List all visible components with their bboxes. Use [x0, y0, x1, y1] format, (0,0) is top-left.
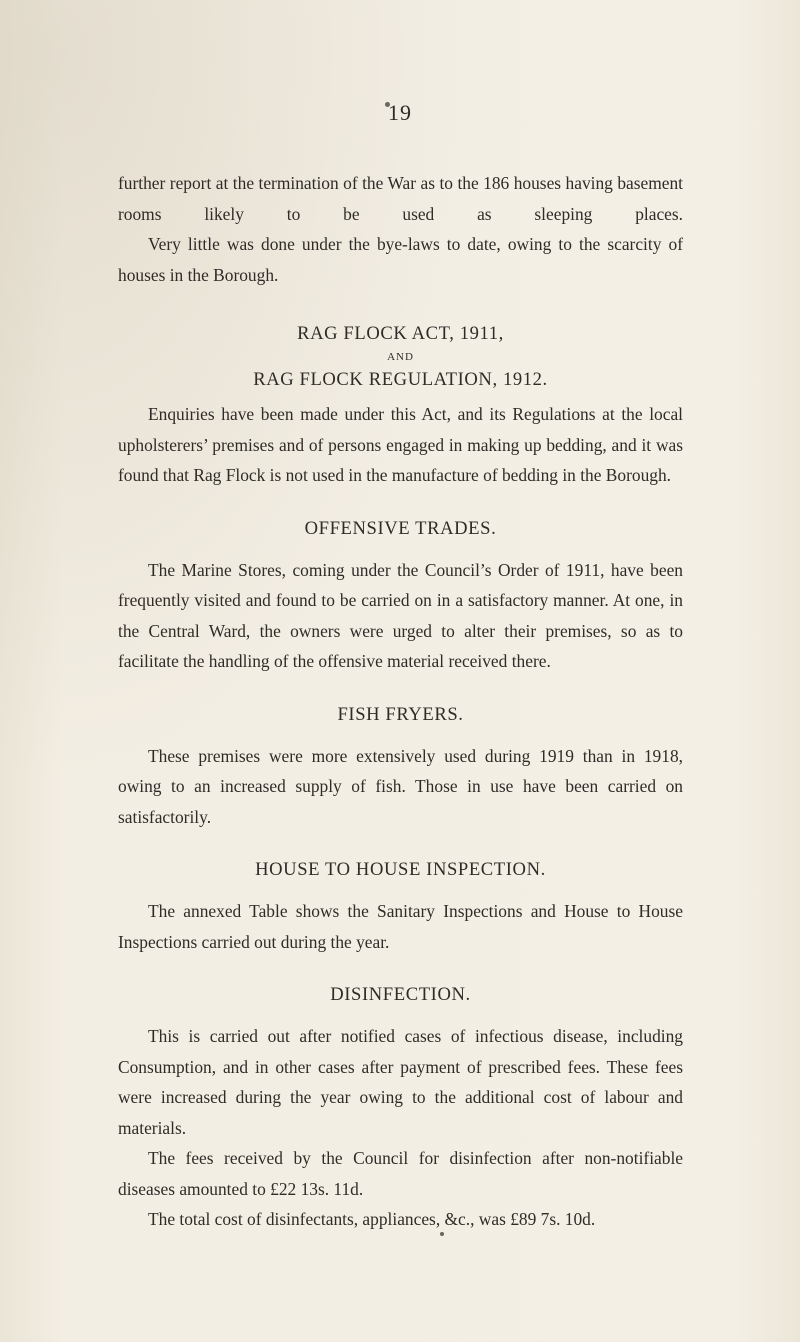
- rag-flock-paragraph: Enquiries have been made under this Act, and its Regulations at the local upholsterers’ premises and of persons engaged in making up bedding, and it was found that Rag Flock is not used in the manufacture of bedding in the Borough.: [118, 404, 683, 485]
- page-content: [118, 168, 683, 1235]
- intro-paragraph-bye-laws: Very little was done under the bye-laws to date, owing to the scarcity of houses in the Borough.: [118, 234, 683, 285]
- disinfection-paragraph-1: This is carried out after notified cases of infectious disease, including Consumption, and in other cases after payment of prescribed fees. These fees were increased during the year owing to the additional cost of labour and materials.: [118, 1026, 683, 1138]
- house-inspection-heading: HOUSE TO HOUSE INSPECTION.: [255, 859, 546, 880]
- rag-flock-regulation-heading: RAG FLOCK REGULATION, 1912.: [253, 369, 548, 390]
- disinfection-paragraph-2: The fees received by the Council for disinfection after non-notifiable diseases amounted to £22 13s. 11d.: [118, 1148, 683, 1199]
- intro-paragraph-continued: further report at the termination of the War as to the 186 houses having basement rooms likely to be used as sleeping places.: [118, 173, 683, 224]
- page-number: 19: [388, 100, 412, 125]
- fish-fryers-paragraph: These premises were more extensively used during 1919 than in 1918, owing to an increased supply of fish. Those in use have been carried on satisfactorily.: [118, 745, 683, 827]
- offensive-trades-heading: OFFENSIVE TRADES.: [304, 517, 497, 539]
- disinfection-heading: DISINFECTION.: [330, 984, 471, 1005]
- house-inspection-paragraph: The annexed Table shows the Sanitary Inspections and House to House Inspections carried out during the year.: [118, 901, 683, 952]
- offensive-trades-paragraph: The Marine Stores, coming under the Council’s Order of 1911, have been frequently visited and found to be carried on in a satisfactory manner. At one, in the Central Ward, the owners were urged to alter their premises, so as to facilitate the handling of the offensive material received there.: [118, 559, 683, 671]
- disinfection-paragraph-3: The total cost of disinfectants, appliances, &c., was £89 7s. 10d.: [148, 1209, 596, 1229]
- fish-fryers-heading: FISH FRYERS.: [337, 703, 464, 725]
- rag-flock-act-heading: RAG FLOCK ACT, 1911,: [297, 323, 504, 344]
- heading-and: AND: [387, 351, 414, 363]
